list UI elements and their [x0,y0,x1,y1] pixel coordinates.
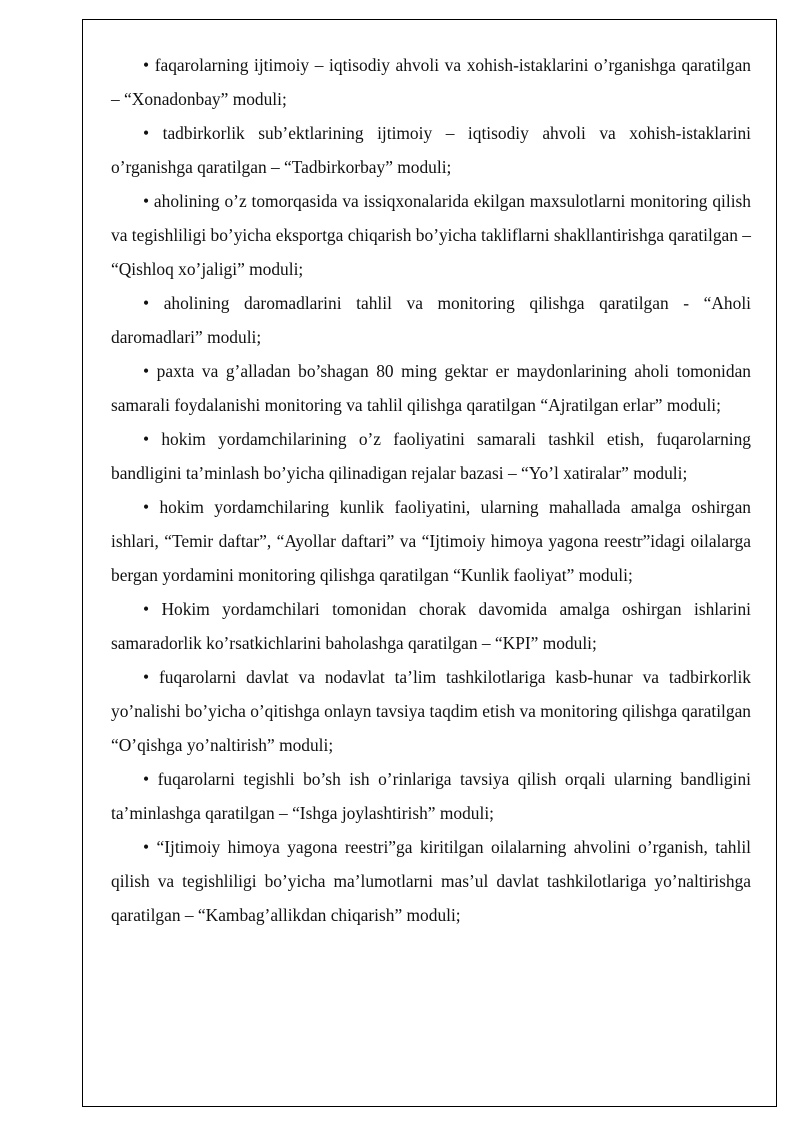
list-item: • fuqarolarni tegishli bo’sh ish o’rinlariga tavsiya qilish orqali ularning bandligini ta’minlashga qaratilgan – “Ishga joylashtirish” moduli; [111,769,751,823]
list-item: • hokim yordamchilarining o’z faoliyatini samarali tashkil etish, fuqarolarning bandligini ta’minlash bo’yicha qilinadigan rejalar bazasi – “Yo’l xatiralar” moduli; [111,429,751,483]
list-item: • aholining o’z tomorqasida va issiqxonalarida ekilgan maxsulotlarni monitoring qilish va tegishliligi bo’yicha eksportga chiqarish bo’yicha takliflarni shakllantirishga qaratilgan – “Qishloq xo’jaligi” moduli; [111,191,751,279]
list-item: • tadbirkorlik sub’ektlarining ijtimoiy – iqtisodiy ahvoli va xohish-istaklarini o’rganishga qaratilgan – “Tadbirkorbay” moduli; [111,123,751,177]
list-item: • faqarolarning ijtimoiy – iqtisodiy ahvoli va xohish-istaklarini o’rganishga qaratilgan – “Xonadonbay” moduli; [111,55,751,109]
list-item: • fuqarolarni davlat va nodavlat ta’lim tashkilotlariga kasb-hunar va tadbirkorlik yo’nalishi bo’yicha o’qitishga onlayn tavsiya taqdim etish va monitoring qilishga qaratilgan “O’qishga yo’naltirish” moduli; [111,667,751,755]
list-item: • “Ijtimoiy himoya yagona reestri”ga kiritilgan oilalarning ahvolini o’rganish, tahlil qilish va tegishliligi bo’yicha ma’lumotlarni mas’ul davlat tashkilotlariga yo’naltirishga qaratilgan – “Kambag’allikdan chiqarish” moduli; [111,837,751,925]
list-item: • Hokim yordamchilari tomonidan chorak davomida amalga oshirgan ishlarini samaradorlik ko’rsatkichlarini baholashga qaratilgan – “KPI” moduli; [111,599,751,653]
list-item: • paxta va g’alladan bo’shagan 80 ming gektar er maydonlarining aholi tomonidan samarali foydalanishi monitoring va tahlil qilishga qaratilgan “Ajratilgan erlar” moduli; [111,361,751,415]
list-item: • hokim yordamchilaring kunlik faoliyatini, ularning mahallada amalga oshirgan ishlari, “Temir daftar”, “Ayollar daftari” va “Ijtimoiy himoya yagona reestr”idagi oilalarga bergan yordamini monitoring qilishga qaratilgan “Kunlik faoliyat” moduli; [111,497,751,585]
document-body [111,48,751,932]
list-item: • aholining daromadlarini tahlil va monitoring qilishga qaratilgan - “Aholi daromadlari” moduli; [111,293,751,347]
